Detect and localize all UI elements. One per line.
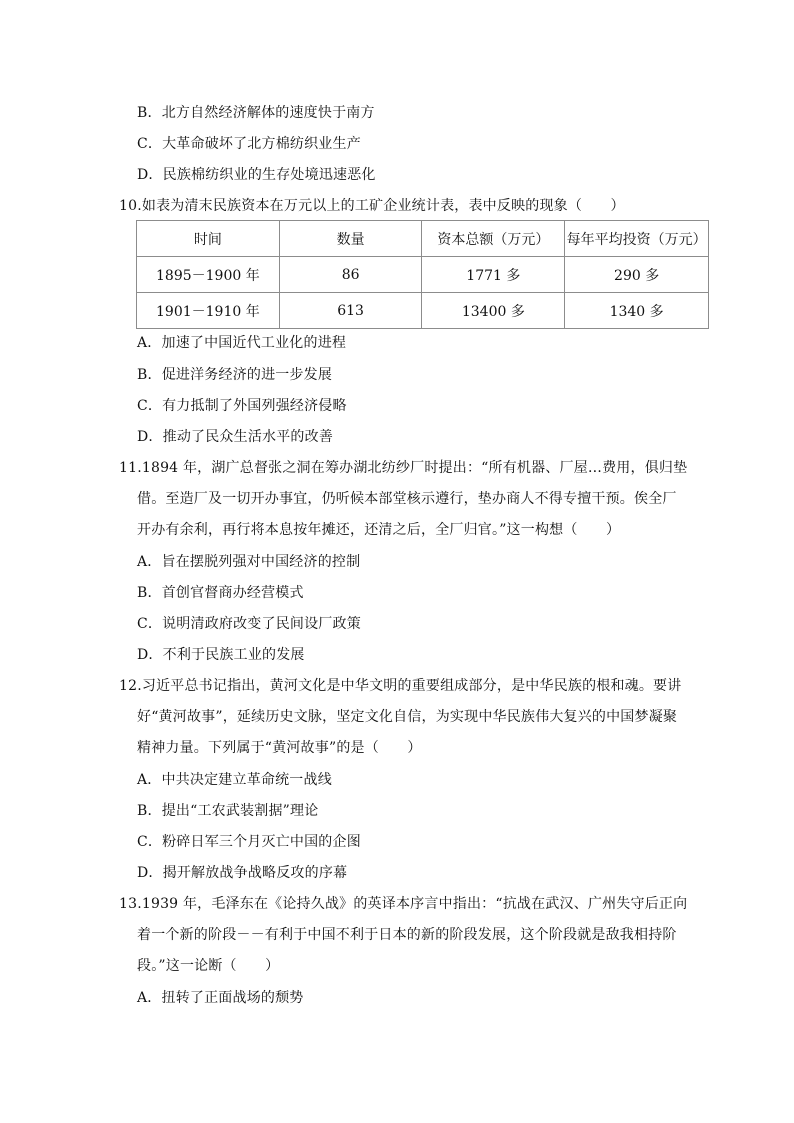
option-d-q9: D．民族棉纺织业的生存处境迅速恶化	[137, 167, 376, 183]
option-c-q10: C．有力抵制了外国列强经济侵略	[137, 398, 347, 414]
option-b-q9: B．北方自然经济解体的速度快于南方	[137, 105, 375, 121]
question-12-stem-line2: 好“黄河故事”，延续历史文脉，坚定文化自信，为实现中华民族伟大复兴的中国梦凝聚	[137, 709, 678, 725]
option-b-q11: B．首创官督商办经营模式	[137, 585, 304, 601]
question-11-stem-line2: 借。至造厂及一切开办事宜，仍听候本部堂核示遵行，垫办商人不得专擅干预。俟全厂	[137, 491, 677, 507]
table-cell: 13400 多	[422, 293, 565, 329]
question-11-stem-line1: 11.1894 年，湖广总督张之洞在筹办湖北纺纱厂时提出：“所有机器、厂屋…费用，俱归垫	[119, 460, 688, 476]
option-c-q11: C．说明清政府改变了民间设厂政策	[137, 616, 361, 632]
option-a-q10: A．加速了中国近代工业化的进程	[137, 335, 347, 351]
table-header-row	[137, 221, 709, 257]
table-cell: 290 多	[565, 257, 709, 293]
question-13-stem-line1: 13.1939 年，毛泽东在《论持久战》的英译本序言中指出：“抗战在武汉、广州失守后正向	[119, 896, 688, 912]
option-d-q11: D．不利于民族工业的发展	[137, 647, 305, 663]
table-header-cell: 时间	[137, 221, 280, 257]
question-10-stem: 10.如表为清末民族资本在万元以上的工矿企业统计表，表中反映的现象（ ）	[119, 198, 625, 214]
question-13-stem-line2: 着一个新的阶段－－有利于中国不利于日本的新的阶段发展，这个阶段就是敌我相持阶	[137, 927, 677, 943]
table-row	[137, 257, 709, 293]
option-d-q12: D．揭开解放战争战略反攻的序幕	[137, 865, 348, 881]
table-cell: 1340 多	[565, 293, 709, 329]
question-11-stem-line3: 开办有余利，再行将本息按年摊还，还清之后，全厂归官。”这一构想（ ）	[137, 522, 621, 538]
table-cell: 1771 多	[422, 257, 565, 293]
option-a-q13: A．扭转了正面战场的颓势	[137, 990, 304, 1006]
table-cell: 1901－1910 年	[137, 293, 280, 329]
table-cell: 1895－1900 年	[137, 257, 280, 293]
option-d-q10: D．推动了民众生活水平的改善	[137, 429, 334, 445]
option-a-q11: A．旨在摆脱列强对中国经济的控制	[137, 554, 361, 570]
question-13-stem-line3: 段。”这一论断（ ）	[137, 958, 280, 974]
table-header-cell: 数量	[279, 221, 422, 257]
table-header-cell: 资本总额（万元）	[422, 221, 565, 257]
option-c-q9: C．大革命破坏了北方棉纺织业生产	[137, 136, 361, 152]
table-cell: 613	[279, 293, 422, 329]
option-b-q10: B．促进洋务经济的进一步发展	[137, 367, 333, 383]
table-row	[137, 293, 709, 329]
option-c-q12: C．粉碎日军三个月灭亡中国的企图	[137, 834, 361, 850]
table-cell: 86	[279, 257, 422, 293]
question-12-stem-line3: 精神力量。下列属于“黄河故事”的是（ ）	[137, 740, 422, 756]
option-a-q12: A．中共决定建立革命统一战线	[137, 772, 332, 788]
question-12-stem-line1: 12.习近平总书记指出，黄河文化是中华文明的重要组成部分，是中华民族的根和魂。要讲	[119, 678, 682, 694]
statistics-table	[136, 220, 709, 329]
table-header-cell: 每年平均投资（万元）	[565, 221, 709, 257]
option-b-q12: B．提出“工农武装割据”理论	[137, 803, 319, 819]
